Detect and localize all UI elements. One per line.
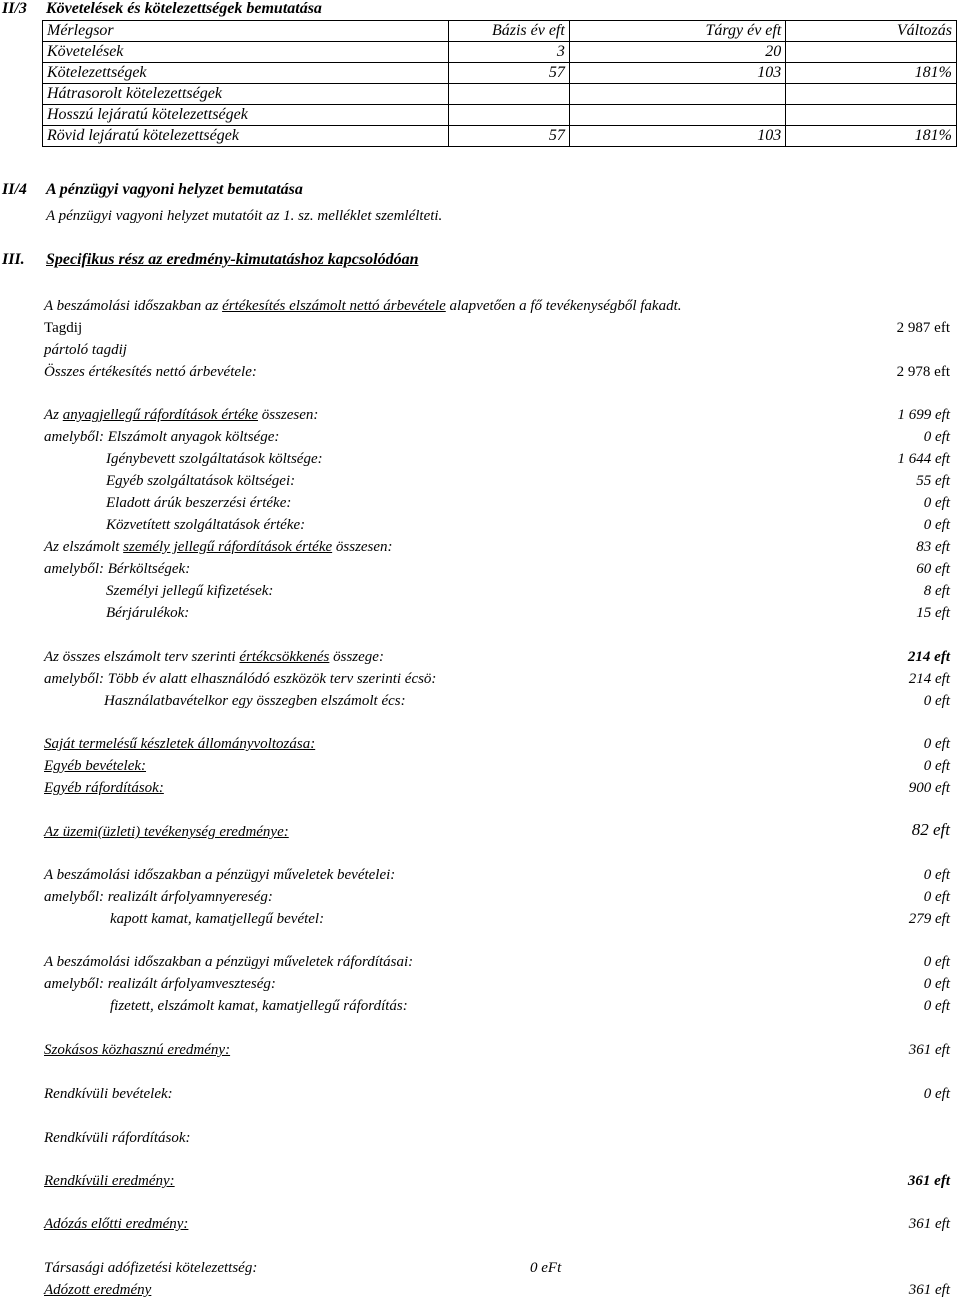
table-row — [43, 84, 957, 105]
line-label: Személyi jellegű kifizetések: — [106, 583, 274, 599]
section-title: A pénzügyi vagyoni helyzet bemutatása — [46, 181, 303, 198]
line-label: amelyből: realizált árfolyamnyereség: — [44, 889, 273, 905]
table-cell: Kötelezettségek — [43, 63, 449, 84]
table-header-cell: Bázis év eft — [449, 21, 570, 42]
table-cell: 181% — [786, 126, 957, 147]
table-cell — [449, 105, 570, 126]
line-value: 0 eft — [923, 998, 950, 1014]
table-cell: Hosszú lejáratú kötelezettségek — [43, 105, 449, 126]
line-value: 2 978 eft — [896, 364, 950, 380]
line-label: Rendkívüli bevételek: — [44, 1086, 173, 1102]
table-row — [43, 105, 957, 126]
line-value: 279 eft — [908, 911, 950, 927]
line-value: 0 eft — [923, 517, 950, 533]
table-cell: 103 — [569, 126, 785, 147]
table-cell: 181% — [786, 63, 957, 84]
line-value: 0 eft — [923, 736, 950, 752]
line-label — [44, 406, 318, 424]
line-value: 1 644 eft — [897, 451, 950, 467]
line-value: 0 eft — [923, 867, 950, 883]
table-cell — [569, 105, 785, 126]
line-value: 0 eft — [923, 429, 950, 445]
label-post: összege: — [329, 649, 384, 665]
line-value: 0 eft — [923, 954, 950, 970]
table-cell — [786, 42, 957, 63]
line-label: Eladott árúk beszerzési értéke: — [106, 495, 292, 511]
line-label: pártoló tagdij — [44, 342, 127, 358]
label-pre: Az összes elszámolt terv szerinti — [44, 649, 240, 665]
line-label: Igénybevett szolgáltatások költsége: — [106, 451, 323, 467]
label-pre: Az elszámolt — [44, 539, 124, 555]
line-label: Közvetített szolgáltatások értéke: — [106, 517, 306, 533]
line-value: 83 eft — [916, 539, 950, 555]
label-post: összesen: — [257, 407, 319, 423]
line-value: 2 987 eft — [896, 320, 950, 336]
table-cell — [449, 84, 570, 105]
intro-pre: A beszámolási időszakban az — [44, 298, 223, 314]
line-label: Adózás előtti eredmény: — [44, 1216, 189, 1232]
line-value: 361 eft — [908, 1042, 950, 1058]
line-value: 0 eft — [923, 495, 950, 511]
table-row — [43, 42, 957, 63]
line-label: Az üzemi(üzleti) tevékenység eredménye: — [44, 824, 289, 840]
line-value: 214 eft — [907, 649, 950, 665]
table-cell: Követelések — [43, 42, 449, 63]
intro-text — [44, 297, 682, 315]
section-number: II/3 — [2, 0, 27, 17]
table-cell: Rövid lejáratú kötelezettségek — [43, 126, 449, 147]
line-label — [44, 538, 393, 556]
line-label: Rendkívüli eredmény: — [44, 1173, 175, 1189]
line-label: A beszámolási időszakban a pénzügyi műveletek ráfordításai: — [44, 954, 414, 970]
line-value: 900 eft — [908, 780, 950, 796]
line-label: Használatbavételkor egy összegben elszámolt écs: — [104, 693, 406, 709]
table-header-cell: Változás — [786, 21, 957, 42]
table-row — [43, 63, 957, 84]
intro-post: alapvetően a fő tevékenységből fakadt. — [445, 298, 682, 314]
line-label: amelyből: Bérköltségek: — [44, 561, 191, 577]
line-label: amelyből: realizált árfolyamveszteség: — [44, 976, 276, 992]
table-header-cell: Mérlegsor — [43, 21, 449, 42]
line-label: Rendkívüli ráfordítások: — [44, 1130, 191, 1146]
section-number: II/4 — [2, 181, 27, 198]
line-value: 55 eft — [916, 473, 950, 489]
label-underlined: értékcsökkenés — [239, 649, 330, 665]
section-title: Követelések és kötelezettségek bemutatása — [46, 0, 322, 17]
line-label: amelyből: Több év alatt elhasználódó eszközök terv szerinti écsö: — [44, 671, 437, 687]
line-value: 214 eft — [908, 671, 950, 687]
line-value: 361 eft — [908, 1216, 950, 1232]
section-title: Specifikus rész az eredmény-kimutatáshoz kapcsolódóan — [46, 251, 419, 268]
line-value: 0 eft — [923, 1086, 950, 1102]
line-label: Szokásos közhasznú eredmény: — [44, 1042, 231, 1058]
line-value: 60 eft — [916, 561, 950, 577]
table-cell — [786, 84, 957, 105]
line-value: 0 eft — [923, 976, 950, 992]
line-label: kapott kamat, kamatjellegű bevétel: — [110, 911, 325, 927]
line-label: Saját termelésű készletek állományvoltozása: — [44, 736, 316, 752]
line-value: 0 eft — [923, 693, 950, 709]
line-label: Egyéb bevételek: — [44, 758, 147, 774]
label-underlined: anyagjellegű ráfordítások értéke — [62, 407, 258, 423]
line-value: 0 eFt — [530, 1260, 562, 1276]
balance-table — [42, 20, 957, 147]
table-row — [43, 126, 957, 147]
line-label — [44, 648, 384, 666]
label-underlined: személy jellegű ráfordítások értéke — [123, 539, 333, 555]
table-header-row — [43, 21, 957, 42]
table-cell: Hátrasorolt kötelezettségek — [43, 84, 449, 105]
line-label: A beszámolási időszakban a pénzügyi műveletek bevételei: — [44, 867, 396, 883]
table-cell: 57 — [449, 63, 570, 84]
line-value: 361 eft — [908, 1282, 950, 1298]
line-label: Egyéb ráfordítások: — [44, 780, 164, 796]
line-value: 82 eft — [911, 820, 950, 839]
line-label: amelyből: Elszámolt anyagok költsége: — [44, 429, 280, 445]
line-value: 15 eft — [916, 605, 950, 621]
line-value: 0 eft — [923, 758, 950, 774]
line-label: Tagdij — [44, 320, 83, 336]
table-cell: 20 — [569, 42, 785, 63]
table-cell — [569, 84, 785, 105]
table-cell: 57 — [449, 126, 570, 147]
line-value: 0 eft — [923, 889, 950, 905]
section-number: III. — [2, 251, 25, 268]
section-text: A pénzügyi vagyoni helyzet mutatóit az 1. sz. melléklet szemlélteti. — [46, 208, 443, 224]
line-label: Társasági adófizetési kötelezettség: — [44, 1260, 258, 1276]
line-label: Összes értékesítés nettó árbevétele: — [44, 364, 257, 380]
label-post: összesen: — [332, 539, 393, 555]
line-value: 1 699 eft — [897, 407, 950, 423]
table-cell: 103 — [569, 63, 785, 84]
line-label: fizetett, elszámolt kamat, kamatjellegű ráfordítás: — [110, 998, 408, 1014]
line-value: 361 eft — [907, 1173, 950, 1189]
line-label: Bérjárulékok: — [106, 605, 190, 621]
line-label: Egyéb szolgáltatások költségei: — [106, 473, 296, 489]
line-label: Adózott eredmény — [44, 1282, 152, 1298]
table-cell — [786, 105, 957, 126]
label-pre: Az — [44, 407, 63, 423]
table-header-cell: Tárgy év eft — [569, 21, 785, 42]
line-value: 8 eft — [923, 583, 950, 599]
intro-underlined: értékesítés elszámolt nettó árbevétele — [222, 298, 446, 314]
table-cell: 3 — [449, 42, 570, 63]
